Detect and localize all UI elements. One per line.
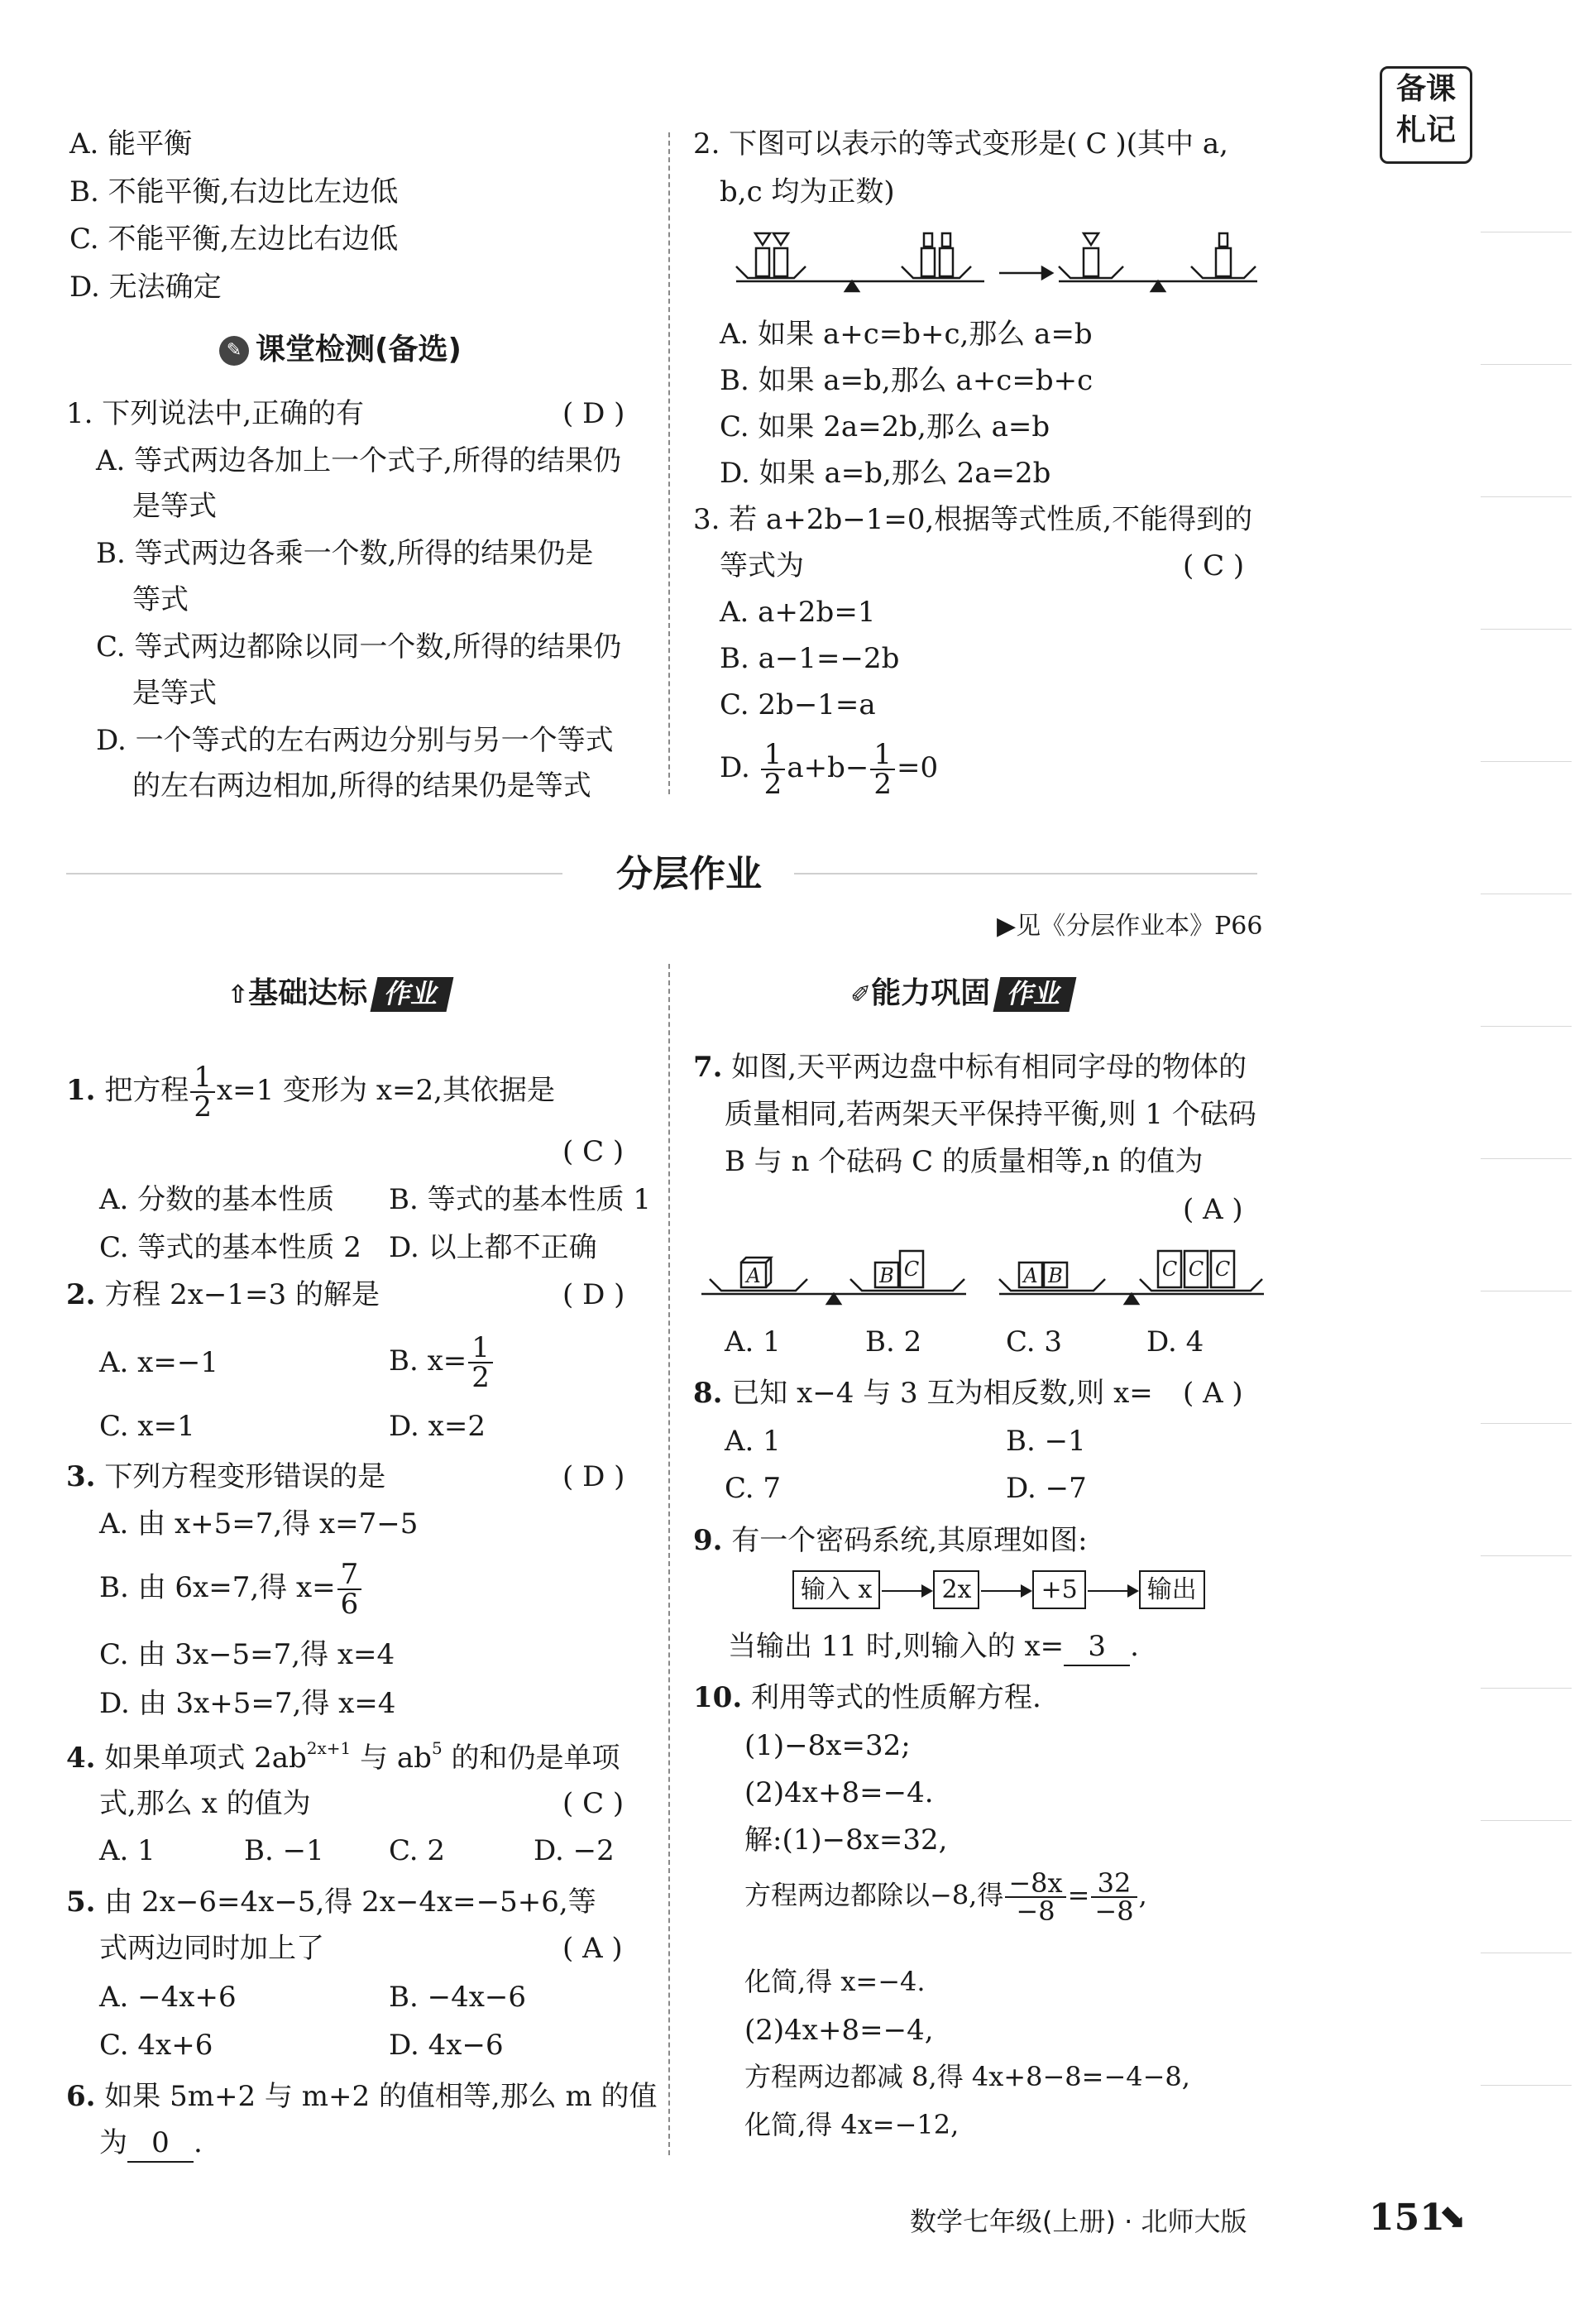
answer: ( A ) [1183, 1377, 1243, 1410]
weight-label: A [1023, 1264, 1038, 1287]
weight-label: B [879, 1264, 894, 1287]
top-column-divider [668, 132, 670, 794]
cipher-flowchart [792, 1570, 1205, 1609]
option-d: D. 无法确定 [69, 271, 222, 304]
homework-badge: 作业 [993, 977, 1077, 1012]
weight-label: C [903, 1258, 920, 1281]
answer: ( D ) [562, 1460, 625, 1493]
homework-badge: 作业 [371, 977, 454, 1012]
corner-ornament-icon: ⬊ [1439, 2199, 1467, 2237]
two-balances-figure [701, 1233, 1264, 1315]
answer: ( D ) [562, 1278, 625, 1311]
answer: ( A ) [1183, 1193, 1243, 1226]
option-c: C. 不能平衡,左边比右边低 [69, 223, 399, 256]
answer-blank: 3 [1064, 1628, 1130, 1666]
answer: C [1085, 127, 1108, 161]
book-title-footer: 数学七年级(上册) · 北师大版 [910, 2206, 1247, 2237]
up-arrow-icon: ⇧ [227, 980, 249, 1009]
weight-label: A [746, 1264, 761, 1287]
option-a: A. 能平衡 [69, 127, 193, 161]
badge-line-2: 札记 [1395, 113, 1456, 147]
layered-homework-title: 分层作业 [616, 853, 762, 895]
answer-blank: 0 [127, 2125, 194, 2163]
flow-input-box: 输入 x [792, 1570, 880, 1609]
leaf-icon: ✐ [850, 980, 872, 1009]
answer: ( A ) [562, 1932, 623, 1965]
balance-transform-figure [728, 225, 1257, 296]
flow-output-box: 输出 [1139, 1570, 1205, 1609]
weight-label: C [1188, 1258, 1204, 1281]
weight-label: B [1048, 1264, 1063, 1287]
answer: ( C ) [562, 1135, 625, 1168]
flow-double-box: 2x [933, 1570, 979, 1609]
classroom-check-title: ✎ 课堂检测(备选) [219, 331, 462, 370]
answer: ( C ) [562, 1787, 625, 1820]
answer: ( D ) [562, 397, 625, 430]
pencil-icon: ✎ [219, 336, 249, 366]
basic-section-title: ⇧基础达标 作业 [227, 975, 450, 1013]
answer: ( C ) [1183, 549, 1245, 582]
option-b: B. 不能平衡,右边比左边低 [69, 175, 399, 208]
badge-line-1: 备课 [1395, 72, 1456, 106]
flow-add-box: +5 [1032, 1570, 1085, 1609]
workbook-reference: ▶见《分层作业本》P66 [997, 912, 1263, 941]
weight-label: C [1161, 1258, 1178, 1281]
ability-section-title: ✐能力巩固 作业 [850, 975, 1073, 1013]
page-number: 151 [1369, 2197, 1445, 2239]
lesson-notes-badge [1380, 66, 1472, 164]
bottom-column-divider [668, 964, 670, 2155]
weight-label: C [1214, 1258, 1231, 1281]
